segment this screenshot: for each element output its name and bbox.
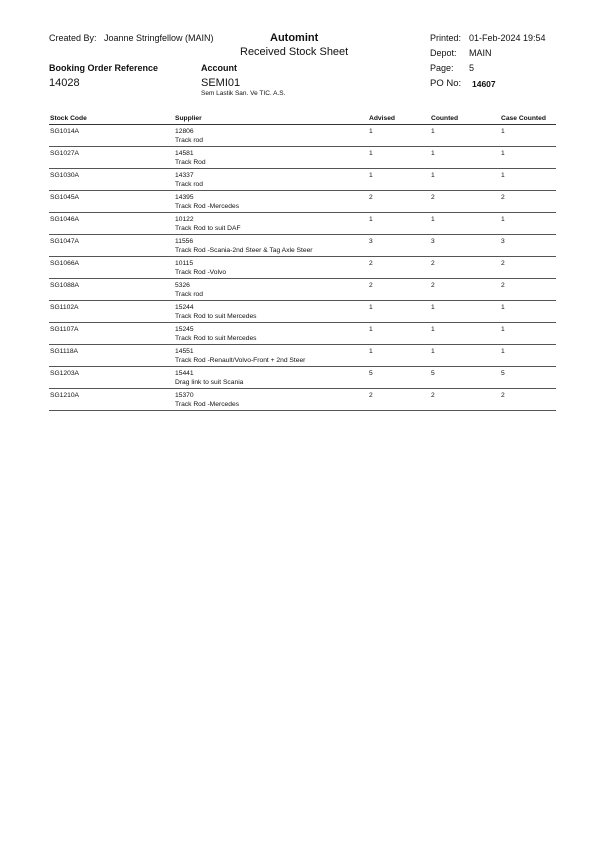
cell-case-counted: 2 xyxy=(501,392,505,399)
cell-description: Track Rod to suit DAF xyxy=(175,225,241,232)
table-row xyxy=(49,279,556,301)
col-advised: Advised xyxy=(369,115,396,122)
table-row xyxy=(49,213,556,235)
cell-description: Track Rod -Mercedes xyxy=(175,401,240,408)
cell-supplier: 15370 xyxy=(175,392,194,399)
cell-stock-code: SG1088A xyxy=(50,282,79,289)
table-row xyxy=(49,257,556,279)
created-by-label: Created By: xyxy=(49,33,97,43)
cell-counted: 2 xyxy=(431,260,435,267)
cell-advised: 2 xyxy=(369,282,373,289)
cell-counted: 5 xyxy=(431,370,435,377)
cell-supplier: 10115 xyxy=(175,260,194,267)
cell-stock-code: SG1118A xyxy=(50,348,79,355)
cell-description: Track Rod -Scania-2nd Steer & Tag Axle Steer xyxy=(175,247,313,254)
account-name: Sem Lastik San. Ve TIC. A.S. xyxy=(201,90,286,97)
account-code: SEMI01 xyxy=(201,77,241,89)
cell-counted: 1 xyxy=(431,150,435,157)
cell-supplier: 15245 xyxy=(175,326,194,333)
cell-case-counted: 1 xyxy=(501,326,505,333)
table-row xyxy=(49,169,556,191)
cell-description: Track rod xyxy=(175,291,203,298)
po-value: 14607 xyxy=(472,79,496,89)
cell-advised: 1 xyxy=(369,304,373,311)
cell-stock-code: SG1210A xyxy=(50,392,79,399)
printed-value: 01-Feb-2024 19:54 xyxy=(469,33,546,43)
table-row xyxy=(49,191,556,213)
cell-stock-code: SG1030A xyxy=(50,172,79,179)
cell-description: Track Rod to suit Mercedes xyxy=(175,313,257,320)
cell-advised: 1 xyxy=(369,326,373,333)
cell-advised: 3 xyxy=(369,238,373,245)
cell-advised: 1 xyxy=(369,150,373,157)
po-label: PO No: xyxy=(430,78,462,89)
cell-counted: 1 xyxy=(431,128,435,135)
page-value: 5 xyxy=(469,63,475,73)
cell-description: Drag link to suit Scania xyxy=(175,379,244,386)
cell-counted: 2 xyxy=(431,194,435,201)
cell-supplier: 11556 xyxy=(175,238,194,245)
sheet-title: Received Stock Sheet xyxy=(240,46,349,58)
cell-advised: 1 xyxy=(369,172,373,179)
cell-advised: 2 xyxy=(369,392,373,399)
table-row xyxy=(49,301,556,323)
table-row xyxy=(49,147,556,169)
depot-label: Depot: xyxy=(430,48,457,58)
cell-description: Track Rod to suit Mercedes xyxy=(175,335,257,342)
cell-counted: 2 xyxy=(431,392,435,399)
table-row xyxy=(49,389,556,411)
table-row xyxy=(49,323,556,345)
cell-description: Track Rod xyxy=(175,159,206,166)
cell-supplier: 15441 xyxy=(175,370,194,377)
cell-advised: 1 xyxy=(369,348,373,355)
cell-counted: 3 xyxy=(431,238,435,245)
cell-advised: 5 xyxy=(369,370,373,377)
company-name: Automint xyxy=(270,32,319,44)
table-row xyxy=(49,125,556,147)
cell-counted: 1 xyxy=(431,172,435,179)
booking-ref-value: 14028 xyxy=(49,77,80,89)
cell-stock-code: SG1014A xyxy=(50,128,79,135)
cell-supplier: 14395 xyxy=(175,194,194,201)
col-case-counted: Case Counted xyxy=(501,115,546,122)
cell-description: Track rod xyxy=(175,181,203,188)
cell-stock-code: SG1107A xyxy=(50,326,79,333)
cell-case-counted: 1 xyxy=(501,216,505,223)
cell-case-counted: 2 xyxy=(501,260,505,267)
cell-advised: 1 xyxy=(369,216,373,223)
cell-supplier: 5326 xyxy=(175,282,190,289)
cell-counted: 1 xyxy=(431,216,435,223)
table-header xyxy=(49,114,556,125)
cell-case-counted: 1 xyxy=(501,348,505,355)
col-supplier: Supplier xyxy=(175,115,202,122)
page-label: Page: xyxy=(430,63,454,73)
cell-description: Track rod xyxy=(175,137,203,144)
cell-stock-code: SG1045A xyxy=(50,194,79,201)
cell-case-counted: 1 xyxy=(501,172,505,179)
cell-description: Track Rod -Mercedes xyxy=(175,203,240,210)
cell-supplier: 10122 xyxy=(175,216,194,223)
cell-supplier: 12806 xyxy=(175,128,194,135)
cell-description: Track Rod -Renault/Volvo-Front + 2nd Steer xyxy=(175,357,306,364)
account-label: Account xyxy=(201,63,237,73)
cell-supplier: 14581 xyxy=(175,150,194,157)
cell-supplier: 14337 xyxy=(175,172,194,179)
cell-stock-code: SG1102A xyxy=(50,304,79,311)
depot-value: MAIN xyxy=(469,48,492,58)
cell-case-counted: 1 xyxy=(501,150,505,157)
table-row xyxy=(49,345,556,367)
cell-advised: 1 xyxy=(369,128,373,135)
cell-stock-code: SG1046A xyxy=(50,216,79,223)
cell-counted: 1 xyxy=(431,348,435,355)
cell-stock-code: SG1066A xyxy=(50,260,79,267)
cell-description: Track Rod -Volvo xyxy=(175,269,227,276)
created-by-value: Joanne Stringfellow (MAIN) xyxy=(104,33,214,43)
cell-counted: 1 xyxy=(431,326,435,333)
cell-stock-code: SG1047A xyxy=(50,238,79,245)
col-stock-code: Stock Code xyxy=(50,115,87,122)
cell-counted: 2 xyxy=(431,282,435,289)
cell-case-counted: 1 xyxy=(501,304,505,311)
cell-stock-code: SG1027A xyxy=(50,150,79,157)
cell-counted: 1 xyxy=(431,304,435,311)
cell-supplier: 14551 xyxy=(175,348,194,355)
cell-supplier: 15244 xyxy=(175,304,194,311)
cell-case-counted: 1 xyxy=(501,128,505,135)
printed-label: Printed: xyxy=(430,33,462,43)
col-counted: Counted xyxy=(431,115,459,122)
cell-advised: 2 xyxy=(369,260,373,267)
booking-ref-label: Booking Order Reference xyxy=(49,63,159,73)
cell-case-counted: 3 xyxy=(501,238,505,245)
table-row xyxy=(49,235,556,257)
cell-advised: 2 xyxy=(369,194,373,201)
stock-table xyxy=(49,114,556,411)
cell-stock-code: SG1203A xyxy=(50,370,79,377)
cell-case-counted: 2 xyxy=(501,282,505,289)
table-row xyxy=(49,367,556,389)
cell-case-counted: 5 xyxy=(501,370,505,377)
cell-case-counted: 2 xyxy=(501,194,505,201)
